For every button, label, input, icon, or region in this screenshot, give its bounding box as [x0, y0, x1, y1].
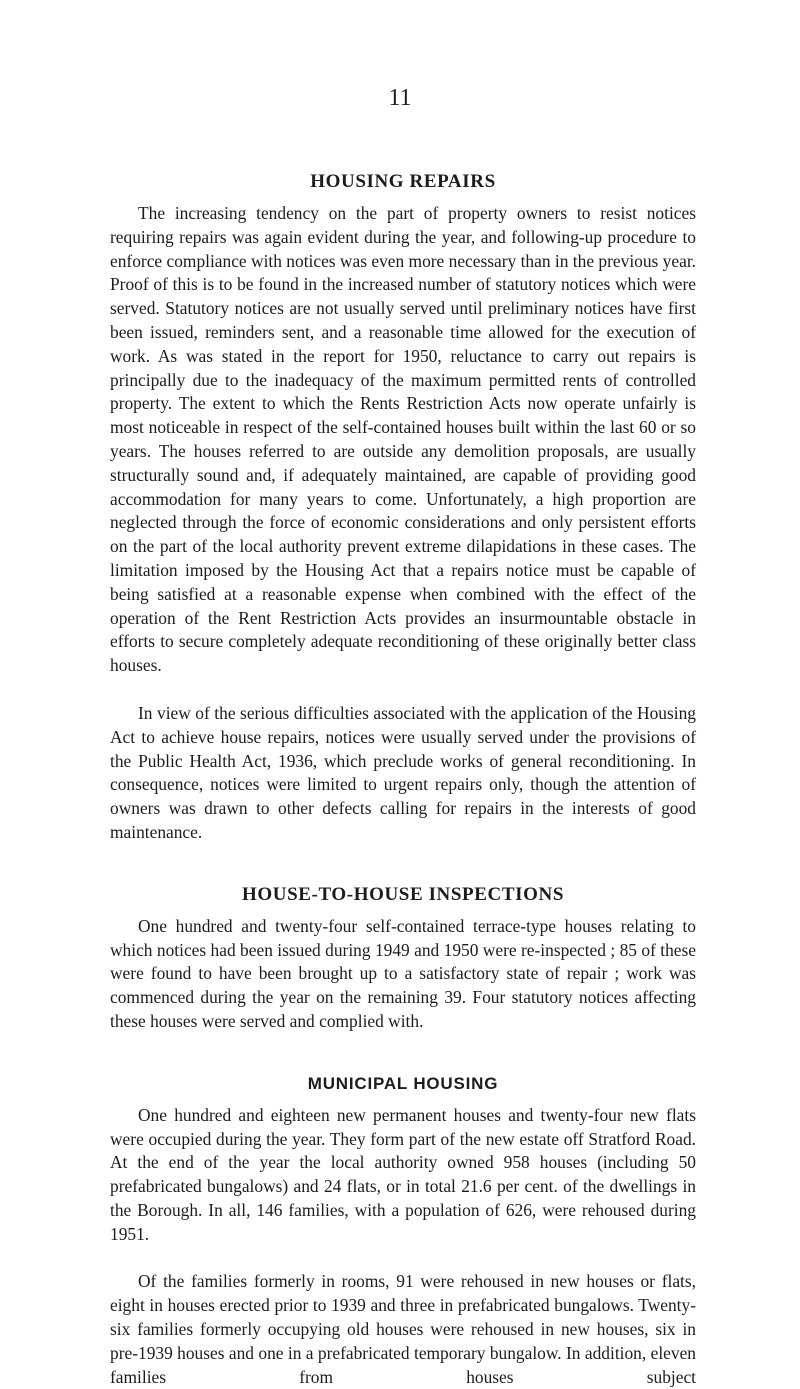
section-housing-repairs	[110, 170, 696, 845]
document-body	[110, 170, 696, 1389]
section-heading-municipal-housing: MUNICIPAL HOUSING	[307, 1073, 499, 1093]
section-heading-housing-repairs: HOUSING REPAIRS	[310, 171, 496, 192]
paragraph-house-to-house-inspections: One hundred and twenty-four self-contained terrace-type houses relating to which notices had been issued during 1949 and 1950 were re-inspected ; 85 of these were found to have been brought up to a satisfactory state of repair ; work was commenced during the year on the remaining 39. Four statutory notices affecting these houses were served and complied with.	[110, 915, 696, 1031]
section-house-to-house-inspections	[110, 883, 696, 1034]
paragraph-municipal-housing-1: One hundred and eighteen new permanent houses and twenty-four new flats were occupied during the year. They form part of the new estate off Stratford Road. At the end of the year the local authority owned 958 houses (including 50 prefabricated bungalows) and 24 flats, or in total 21.6 per cent. of the dwellings in the Borough. In all, 146 families, with a population of 626, were rehoused during 1951.	[110, 1104, 696, 1244]
paragraph-municipal-housing-2: Of the families formerly in rooms, 91 were rehoused in new houses or flats, eight in houses erected prior to 1939 and three in prefabricated bungalows. Twenty-six families formerly occupying old houses were rehoused in new houses, six in pre-1939 houses and one in a prefabricated temporary bungalow. In addition, eleven families from houses subject	[110, 1271, 696, 1387]
section-heading-house-to-house-inspections: HOUSE-TO-HOUSE INSPECTIONS	[242, 883, 564, 905]
paragraph-housing-repairs-2: In view of the serious difficulties associated with the application of the Housing Act to achieve house repairs, notices were usually served under the provisions of the Public Health Act, 1936, which preclude works of general reconditioning. In consequence, notices were limited to urgent repairs only, though the attention of owners was drawn to other defects calling for repairs in the interests of good maintenance.	[110, 702, 696, 842]
page-number: 11	[388, 85, 412, 111]
section-municipal-housing	[110, 1072, 696, 1389]
paragraph-housing-repairs-1: The increasing tendency on the part of property owners to resist notices requiring repairs was again evident during the year, and following-up procedure to enforce compliance with notices was even more necessary than in the previous year. Proof of this is to be found in the increased number of statutory notices which were served. Statutory notices are not usually served until preliminary notices have first been issued, reminders sent, and a reasonable time allowed for the execution of work. As was stated in the report for 1950, reluctance to carry out repairs is principally due to the inadequacy of the maximum permitted rents of controlled property. The extent to which the Rents Restriction Acts now operate unfairly is most noticeable in respect of the self-contained houses built within the last 60 or so years. The houses referred to are outside any demolition proposals, are usually structurally sound and, if adequately maintained, are capable of providing good accommodation for many years to come. Unfortunately, a high proportion are neglected through the force of economic considerations and only persistent efforts on the part of the local authority prevent extreme dilapidations in these cases. The limitation imposed by the Housing Act that a repairs notice must be capable of being satisfied at a reasonable expense when combined with the effect of the operation of the Rent Restriction Acts provides an insurmountable obstacle in efforts to secure completely adequate reconditioning of these originally better class houses.	[110, 203, 696, 676]
